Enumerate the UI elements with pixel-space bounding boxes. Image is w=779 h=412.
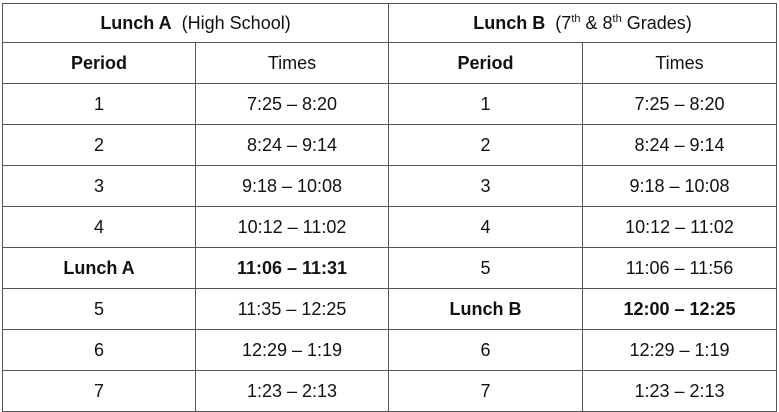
lunch-a-time: 12:29 – 1:19 <box>196 330 389 371</box>
lunch-a-time: 8:24 – 9:14 <box>196 125 389 166</box>
lunch-b-period: 1 <box>389 84 583 125</box>
lunch-a-period-lunch: Lunch A <box>3 248 196 289</box>
table-row <box>3 125 777 166</box>
lunch-a-time: 10:12 – 11:02 <box>196 207 389 248</box>
lunch-a-period: 3 <box>3 166 196 207</box>
lunch-a-heading <box>3 4 389 43</box>
lunch-a-period: 1 <box>3 84 196 125</box>
lunch-a-period: 5 <box>3 289 196 330</box>
lunch-b-time: 7:25 – 8:20 <box>583 84 777 125</box>
lunch-b-time-lunch: 12:00 – 12:25 <box>583 289 777 330</box>
lunch-b-title: Lunch B <box>473 12 546 33</box>
lunch-b-period: 4 <box>389 207 583 248</box>
lunch-b-time: 9:18 – 10:08 <box>583 166 777 207</box>
lunch-b-time: 10:12 – 11:02 <box>583 207 777 248</box>
lunch-b-subtitle-mid: & 8 <box>580 12 613 33</box>
table-row <box>3 166 777 207</box>
table-row <box>3 84 777 125</box>
lunch-b-period-lunch: Lunch B <box>389 289 583 330</box>
lunch-a-time: 9:18 – 10:08 <box>196 166 389 207</box>
lunch-a-period: 6 <box>3 330 196 371</box>
lunch-b-times-header: Times <box>583 43 777 84</box>
lunch-a-times-header: Times <box>196 43 389 84</box>
lunch-b-period-header: Period <box>389 43 583 84</box>
lunch-b-period: 6 <box>389 330 583 371</box>
lunch-a-title: Lunch A <box>100 12 172 33</box>
lunch-b-time: 12:29 – 1:19 <box>583 330 777 371</box>
lunch-b-sup-1: th <box>571 12 581 25</box>
lunch-b-period: 5 <box>389 248 583 289</box>
lunch-a-period: 7 <box>3 371 196 412</box>
lunch-a-period: 2 <box>3 125 196 166</box>
lunch-a-time: 11:35 – 12:25 <box>196 289 389 330</box>
lunch-b-time: 1:23 – 2:13 <box>583 371 777 412</box>
lunch-schedule-table <box>2 3 777 412</box>
table-row <box>3 207 777 248</box>
lunch-b-sup-2: th <box>612 12 622 25</box>
lunch-a-time: 1:23 – 2:13 <box>196 371 389 412</box>
table-row <box>3 371 777 412</box>
lunch-b-subtitle-open: (7 <box>555 12 572 33</box>
lunch-b-period: 3 <box>389 166 583 207</box>
lunch-a-period: 4 <box>3 207 196 248</box>
lunch-b-time: 11:06 – 11:56 <box>583 248 777 289</box>
lunch-title-row <box>3 4 777 43</box>
lunch-b-subtitle <box>555 13 691 33</box>
lunch-b-heading <box>389 4 777 43</box>
column-header-row <box>3 43 777 84</box>
table-row <box>3 330 777 371</box>
lunch-a-time: 7:25 – 8:20 <box>196 84 389 125</box>
table-row <box>3 248 777 289</box>
lunch-b-period: 7 <box>389 371 583 412</box>
lunch-a-period-header: Period <box>3 43 196 84</box>
lunch-b-time: 8:24 – 9:14 <box>583 125 777 166</box>
lunch-a-subtitle: (High School) <box>181 12 291 33</box>
lunch-b-period: 2 <box>389 125 583 166</box>
table-row <box>3 289 777 330</box>
lunch-a-time-lunch: 11:06 – 11:31 <box>196 248 389 289</box>
lunch-b-subtitle-close: Grades) <box>621 12 692 33</box>
